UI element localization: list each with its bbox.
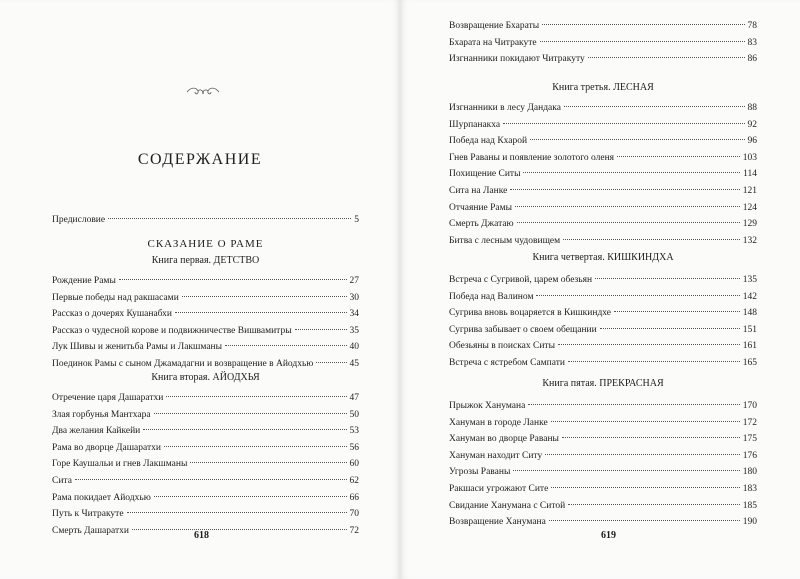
toc-entry (449, 35, 757, 52)
entry-title: Прыжок Ханумана (449, 401, 526, 411)
right-page (400, 0, 800, 579)
entry-page: 56 (349, 442, 359, 453)
entry-page: 170 (742, 401, 757, 411)
entry-title: Хануман в городе Ланке (449, 417, 548, 428)
entry-page: 88 (747, 103, 757, 113)
dot-leader (600, 328, 740, 329)
dot-leader (143, 429, 346, 430)
entry-page: 172 (742, 417, 757, 428)
entry-title: Похищение Ситы (449, 169, 521, 180)
dot-leader (568, 361, 740, 362)
toc-entry (449, 338, 757, 355)
dot-leader (558, 344, 740, 345)
entry-page: 129 (742, 219, 757, 230)
entry-page: 148 (742, 308, 757, 319)
page-number: 618 (194, 530, 209, 541)
toc-entry (449, 398, 757, 415)
entry-title: Изгнанники в лесу Дандака (449, 103, 561, 113)
book-heading: Книга вторая. АЙОДХЬЯ (151, 372, 260, 383)
dot-leader (549, 520, 740, 521)
entry-title: Поединок Рамы с сыном Джамадагни и возвращение в Айодхью (52, 358, 314, 369)
book-heading: Книга четвертая. КИШКИНДХА (532, 252, 674, 263)
dot-leader (166, 396, 346, 397)
dot-leader (515, 206, 740, 207)
dot-leader (154, 496, 347, 497)
entry-title: Свидание Ханумана с Ситой (449, 500, 566, 511)
entry-title: Победа над Валином (449, 291, 534, 302)
entry-title: Сугрива забывает о своем обещании (449, 324, 597, 335)
entry-page: 72 (349, 525, 359, 536)
preface-entry (52, 212, 359, 229)
toc-entry (52, 473, 359, 490)
entry-title: Рассказ о дочерях Кушанабхи (52, 309, 172, 320)
toc-entry (52, 423, 359, 440)
entry-title: Возвращение Бхараты (449, 21, 540, 31)
toc-entry (449, 514, 757, 531)
entry-page: 60 (349, 459, 359, 470)
entry-title: Злая горбунья Мантхара (52, 409, 151, 420)
entry-page: 161 (742, 341, 757, 352)
dot-leader (588, 57, 745, 58)
dot-leader (175, 312, 347, 313)
toc-entry (52, 290, 359, 307)
toc-entry (52, 323, 359, 340)
entry-title: Рождение Рамы (52, 276, 116, 286)
dot-leader (316, 362, 346, 363)
dot-leader (617, 156, 740, 157)
entry-title: Гнев Раваны и появление золотого оленя (449, 152, 615, 163)
entry-title: Битва с лесным чудовищем (449, 235, 561, 246)
entry-page: 124 (742, 202, 757, 213)
entry-page: 66 (349, 492, 359, 503)
dot-leader (295, 329, 347, 330)
toc-entry (449, 133, 757, 150)
toc-entry (449, 233, 757, 250)
dot-leader (614, 311, 740, 312)
dot-leader (523, 172, 740, 173)
toc-entry (449, 498, 757, 515)
entry-title: Отречение царя Дашаратхи (52, 393, 164, 403)
entry-title: Предисловие (52, 215, 106, 225)
dot-leader (530, 139, 744, 140)
dot-leader (513, 470, 739, 471)
toc-entry (449, 464, 757, 481)
toc-entry (52, 456, 359, 473)
dot-leader (225, 345, 347, 346)
book2-entries (52, 390, 359, 539)
entry-page: 176 (742, 450, 757, 461)
dot-leader (517, 222, 740, 223)
toc-entry (449, 415, 757, 432)
entry-page: 47 (349, 393, 359, 403)
entry-page: 190 (742, 517, 757, 528)
dot-leader (536, 295, 739, 296)
entry-title: Рама во дворце Дашаратхи (52, 442, 161, 453)
dot-leader (551, 487, 739, 488)
toc-entry (52, 273, 359, 290)
ornament-icon (185, 86, 221, 98)
entry-title: Встреча с Сугривой, царем обезьян (449, 275, 593, 285)
entry-title: Сита на Ланке (449, 185, 508, 196)
entry-page: 50 (349, 409, 359, 420)
entry-page: 45 (349, 358, 359, 369)
entry-title: Изгнанники покидают Читракуту (449, 54, 585, 65)
page-title: СОДЕРЖАНИЕ (137, 151, 263, 168)
book-heading: Книга третья. ЛЕСНАЯ (552, 82, 654, 93)
toc-entry (449, 200, 757, 217)
dot-leader (540, 41, 745, 42)
toc-entry (449, 117, 757, 134)
dot-leader (510, 189, 739, 190)
book3-section (449, 80, 757, 96)
dot-leader (190, 462, 346, 463)
toc-entry (52, 407, 359, 424)
book4-section (449, 250, 757, 266)
entry-page: 83 (747, 37, 757, 48)
book-heading: Книга пятая. ПРЕКРАСНАЯ (542, 378, 664, 389)
entry-page: 96 (747, 136, 757, 147)
entry-page: 185 (742, 500, 757, 511)
toc-entry (52, 212, 359, 229)
toc-entry (449, 183, 757, 200)
entry-title: Два желания Кайкейи (52, 426, 141, 437)
dot-leader (132, 529, 347, 530)
saga-heading-block (52, 235, 359, 253)
dot-leader (568, 504, 740, 505)
entry-page: 86 (747, 54, 757, 65)
entry-title: Первые победы над ракшасами (52, 292, 179, 303)
entry-page: 114 (743, 169, 757, 180)
saga-heading: СКАЗАНИЕ О РАМЕ (147, 238, 264, 250)
toc-entry (449, 166, 757, 183)
toc-entry (449, 481, 757, 498)
toc-entry (449, 51, 757, 68)
entry-page: 5 (354, 215, 359, 225)
entry-page: 92 (747, 119, 757, 130)
entry-page: 142 (742, 291, 757, 302)
toc-entry (449, 18, 757, 35)
entry-page: 40 (349, 342, 359, 353)
entry-page: 70 (349, 509, 359, 520)
dot-leader (164, 446, 347, 447)
toc-entry (449, 448, 757, 465)
entry-page: 103 (742, 152, 757, 163)
entry-title: Лук Шивы и женитьба Рамы и Лакшманы (52, 342, 222, 353)
entry-title: Отчаяние Рамы (449, 202, 513, 213)
entry-title: Сугрива вновь воцаряется в Кишкиндхе (449, 308, 612, 319)
entry-page: 132 (742, 235, 757, 246)
entry-page: 34 (349, 309, 359, 320)
entry-page: 35 (349, 325, 359, 336)
page-number: 619 (601, 530, 616, 541)
toc-entry (449, 100, 757, 117)
dot-leader (551, 421, 740, 422)
entry-title: Угрозы Раваны (449, 467, 511, 478)
toc-entry (449, 272, 757, 289)
entry-title: Ракшаси угрожают Сите (449, 483, 549, 494)
book2-cont-entries (449, 18, 757, 68)
dot-leader (182, 296, 347, 297)
entry-title: Рассказ о чудесной корове и подвижничестве Вишвамитры (52, 325, 292, 336)
entry-title: Победа над Кхарой (449, 136, 528, 147)
entry-title: Хануман во дворце Раваны (449, 434, 559, 445)
toc-entry (52, 339, 359, 356)
toc-entry (449, 431, 757, 448)
dot-leader (564, 106, 745, 107)
dot-leader (545, 454, 740, 455)
entry-title: Горе Каушальи и гнев Лакшманы (52, 459, 188, 470)
entry-title: Шурпанакха (449, 119, 501, 130)
book-heading: Книга первая. ДЕТСТВО (151, 255, 260, 266)
toc-entry (449, 322, 757, 339)
entry-page: 135 (742, 275, 757, 285)
entry-page: 30 (349, 292, 359, 303)
dot-leader (595, 278, 740, 279)
entry-title: Обезьяны в поисках Ситы (449, 341, 555, 352)
book1-section (52, 253, 359, 269)
dot-leader (503, 123, 744, 124)
toc-entry (449, 216, 757, 233)
dot-leader (563, 239, 740, 240)
book5-section (449, 376, 757, 392)
entry-title: Смерть Джатаю (449, 219, 514, 230)
entry-page: 27 (349, 276, 359, 286)
entry-page: 165 (742, 357, 757, 368)
entry-title: Рама покидает Айодхью (52, 492, 151, 503)
entry-title: Смерть Дашаратхи (52, 525, 129, 536)
dot-leader (562, 437, 740, 438)
book1-entries (52, 273, 359, 373)
dot-leader (542, 24, 744, 25)
toc-entry (449, 150, 757, 167)
entry-page: 53 (349, 426, 359, 437)
entry-page: 183 (742, 483, 757, 494)
toc-entry (52, 490, 359, 507)
toc-entry (52, 390, 359, 407)
dot-leader (119, 279, 347, 280)
entry-title: Сита (52, 475, 72, 486)
dot-leader (154, 413, 347, 414)
entry-page: 175 (742, 434, 757, 445)
toc-entry (52, 306, 359, 323)
entry-page: 78 (747, 21, 757, 31)
book2-section (52, 370, 359, 386)
entry-page: 121 (742, 185, 757, 196)
book4-entries (449, 272, 757, 372)
dot-leader (75, 479, 347, 480)
toc-entry (449, 355, 757, 372)
entry-title: Путь к Читракуте (52, 509, 124, 520)
entry-page: 180 (742, 467, 757, 478)
entry-title: Встреча с ястребом Сампати (449, 357, 565, 368)
entry-title: Возвращение Ханумана (449, 517, 546, 528)
book3-entries (449, 100, 757, 249)
entry-title: Хануман находит Ситу (449, 450, 543, 461)
entry-title: Бхарата на Читракуте (449, 37, 537, 48)
dot-leader (528, 404, 739, 405)
toc-entry (449, 289, 757, 306)
dot-leader (108, 218, 351, 219)
toc-entry (449, 305, 757, 322)
toc-entry (52, 506, 359, 523)
entry-page: 62 (349, 475, 359, 486)
entry-page: 151 (742, 324, 757, 335)
toc-entry (52, 440, 359, 457)
book5-entries (449, 398, 757, 531)
dot-leader (127, 512, 347, 513)
